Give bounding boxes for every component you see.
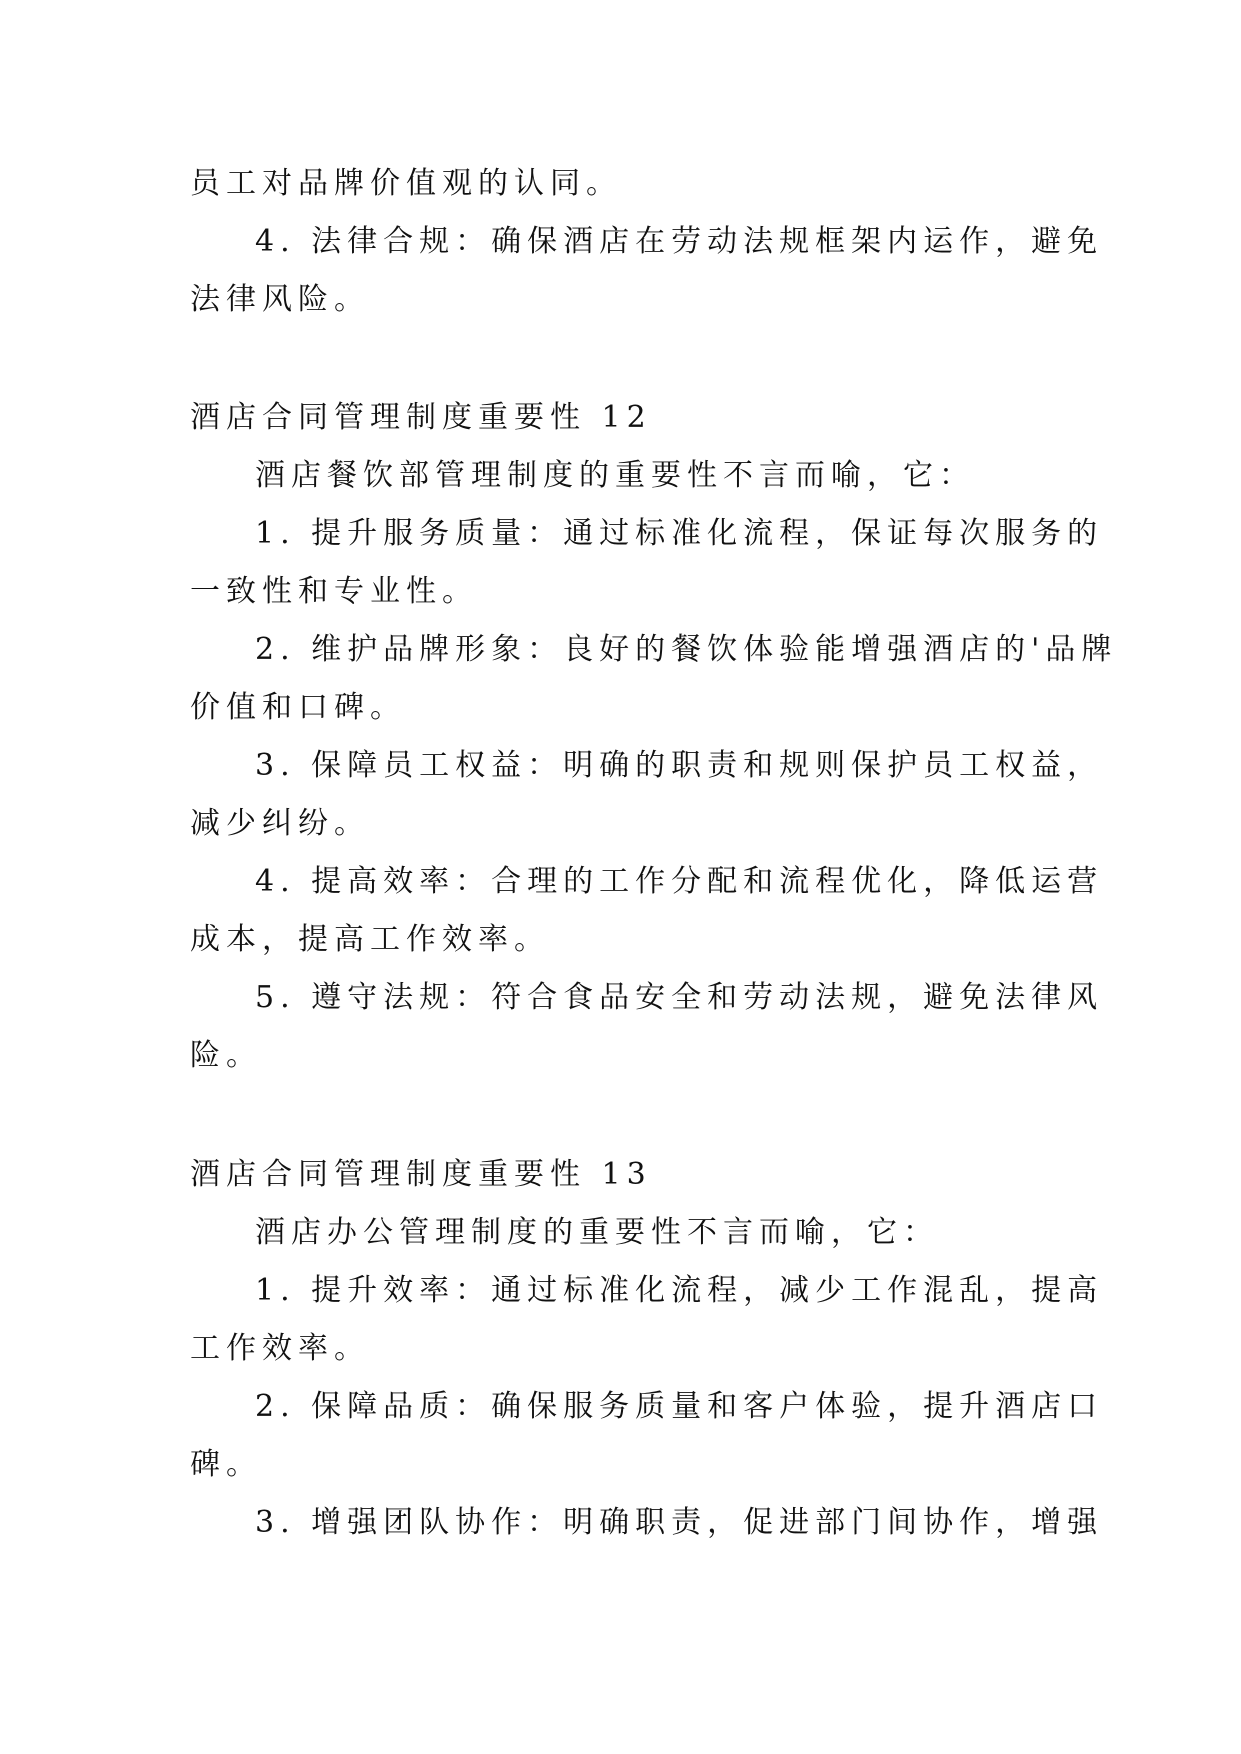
paragraph-line: 碑。 [190, 1447, 262, 1482]
list-item-line: 4. 法律合规：确保酒店在劳动法规框架内运作，避免 [255, 224, 1104, 259]
paragraph-line: 成本，提高工作效率。 [190, 922, 550, 957]
list-item-line: 2. 维护品牌形象：良好的餐饮体验能增强酒店的'品牌 [255, 632, 1118, 667]
paragraph-line: 减少纠纷。 [190, 806, 370, 841]
section-heading: 酒店合同管理制度重要性 12 [190, 400, 652, 435]
list-item-line: 4. 提高效率：合理的工作分配和流程优化，降低运营 [255, 864, 1104, 899]
list-item-line: 1. 提升服务质量：通过标准化流程，保证每次服务的 [255, 516, 1104, 551]
list-item-line: 5. 遵守法规：符合食品安全和劳动法规，避免法律风 [255, 980, 1104, 1015]
section-heading: 酒店合同管理制度重要性 13 [190, 1157, 652, 1192]
paragraph-line: 险。 [190, 1038, 262, 1073]
paragraph-line: 一致性和专业性。 [190, 574, 478, 609]
list-item-line: 2. 保障品质：确保服务质量和客户体验，提升酒店口 [255, 1389, 1104, 1424]
paragraph-line: 价值和口碑。 [190, 690, 406, 725]
paragraph-line: 工作效率。 [190, 1331, 370, 1366]
paragraph-line: 酒店餐饮部管理制度的重要性不言而喻，它： [255, 458, 975, 493]
paragraph-line: 酒店办公管理制度的重要性不言而喻，它： [255, 1215, 939, 1250]
list-item-line: 1. 提升效率：通过标准化流程，减少工作混乱，提高 [255, 1273, 1104, 1308]
paragraph-line: 员工对品牌价值观的认同。 [190, 166, 622, 201]
paragraph-line: 法律风险。 [190, 282, 370, 317]
list-item-line: 3. 保障员工权益：明确的职责和规则保护员工权益， [255, 748, 1104, 783]
list-item-line: 3. 增强团队协作：明确职责，促进部门间协作，增强 [255, 1505, 1104, 1540]
